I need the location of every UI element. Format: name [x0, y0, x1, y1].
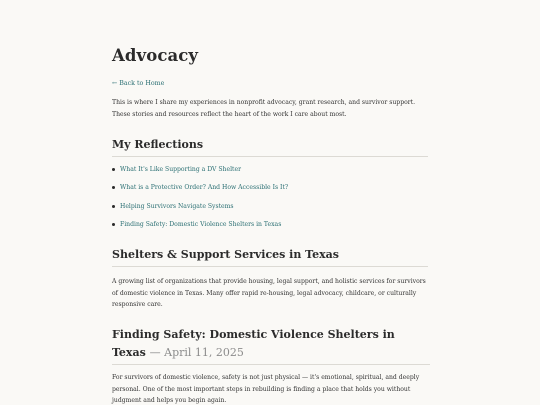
- bullet-icon: [112, 168, 115, 171]
- reflection-link[interactable]: What It's Like Supporting a DV Shelter: [120, 165, 241, 173]
- shelters-description: A growing list of organizations that provide housing, legal support, and holistic services for survivors of domestic violence in Texas. Many offer rapid re-housing, legal advocacy, childcare, or culturally responsive care.: [112, 278, 426, 308]
- article-body: For survivors of domestic violence, safety is not just physical — it's emotional, spiritual, and deeply personal. One of the most important steps in rebuilding is finding a place that holds you without judgment and helps you begin again.: [112, 374, 420, 404]
- reflection-link[interactable]: Helping Survivors Navigate Systems: [120, 202, 234, 210]
- reflection-link[interactable]: What is a Protective Order? And How Accessible Is It?: [120, 184, 289, 192]
- reflection-link[interactable]: Finding Safety: Domestic Violence Shelters in Texas: [120, 221, 282, 229]
- reflections-heading: My Reflections: [112, 138, 428, 157]
- article-title: Finding Safety: Domestic Violence Shelters in Texas: [112, 328, 395, 359]
- list-item: [112, 197, 288, 216]
- intro-paragraph: This is where I share my experiences in nonprofit advocacy, grant research, and survivor support. These stories and resources reflect the heart of the work I care about most.: [112, 99, 416, 118]
- bullet-icon: [112, 186, 115, 189]
- bullet-icon: [112, 205, 115, 208]
- shelters-heading: Shelters & Support Services in Texas: [112, 248, 428, 267]
- article-date: — April 11, 2025: [149, 346, 244, 359]
- list-item: [112, 179, 288, 198]
- reflections-list: [112, 160, 288, 234]
- page-title: Advocacy: [112, 46, 199, 65]
- bullet-icon: [112, 223, 115, 226]
- back-to-home-link[interactable]: ← Back to Home: [112, 80, 165, 87]
- list-item: [112, 216, 288, 235]
- list-item: [112, 160, 288, 179]
- article-heading: [112, 326, 430, 365]
